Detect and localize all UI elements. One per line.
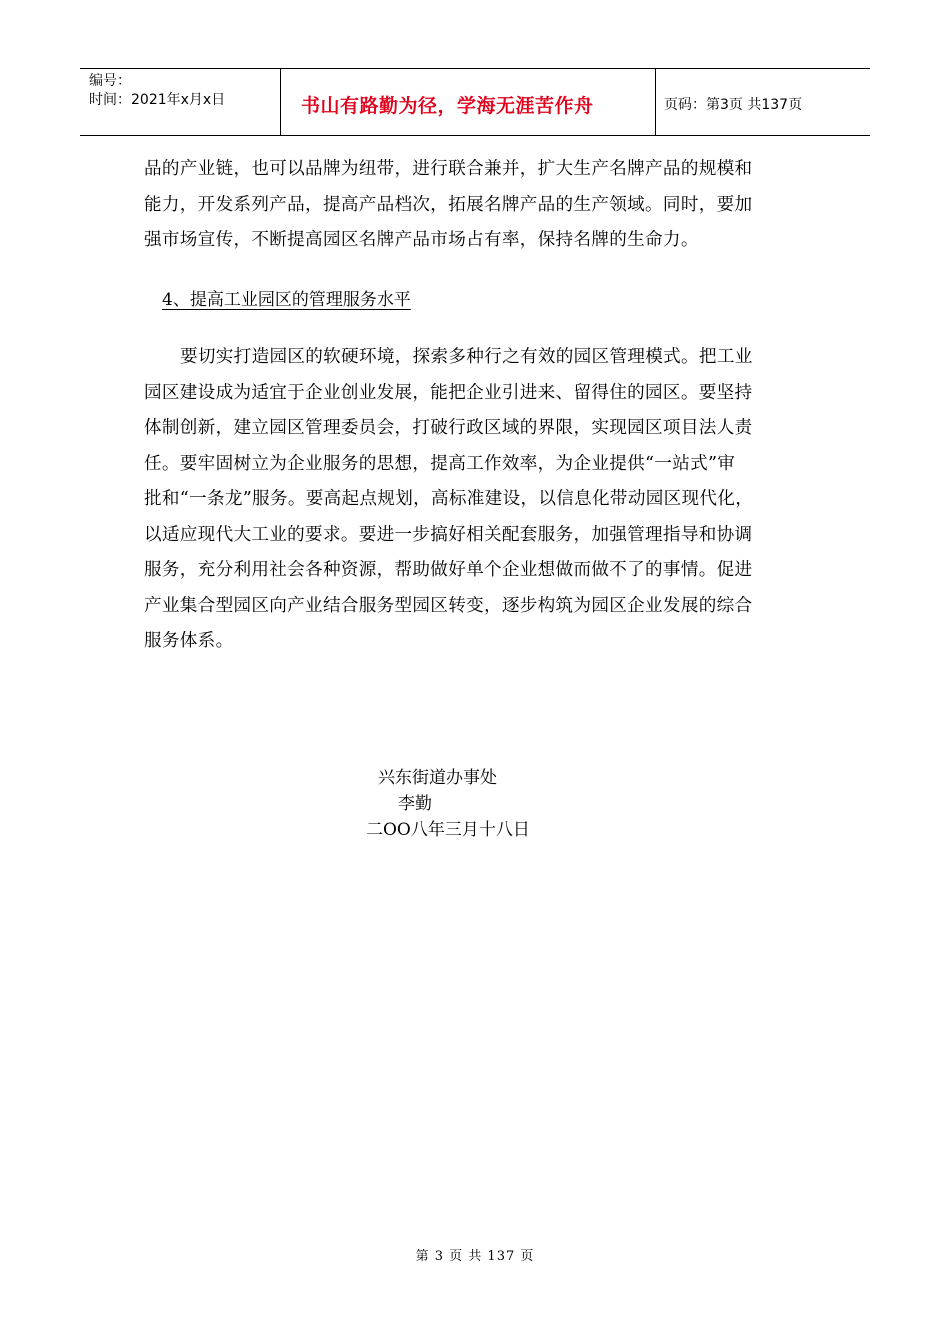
document-number-label: 编号： [89,73,131,89]
intro-paragraph [144,152,804,259]
header-motto-cell [281,69,656,135]
header-motto: 书山有路勤为径，学海无涯苦作舟 [301,94,594,117]
document-time-label: 时间：2021年x月x日 [89,92,226,108]
header-page-info: 页码：第3页 共137页 [664,97,803,113]
signature-name: 李勤 [398,794,432,814]
signature-date: 二OO八年三月十八日 [366,820,530,840]
body-line: 以适应现代大工业的要求。要进一步搞好相关配套服务，加强管理指导和协调 [144,524,753,545]
body-line: 要切实打造园区的软硬环境，探索多种行之有效的园区管理模式。把工业 [180,347,753,367]
intro-line-2: 能力，开发系列产品，提高产品档次，拓展名牌产品的生产领域。同时，要加 [144,194,753,215]
header-meta-cell [80,69,281,135]
signature-organization: 兴东街道办事处 [378,768,497,788]
page-header [80,68,870,136]
intro-line-3: 强市场宣传，不断提高园区名牌产品市场占有率，保持名牌的生命力。 [144,230,699,250]
section-heading: 4、提高工业园区的管理服务水平 [162,290,411,310]
intro-line-1: 品的产业链，也可以品牌为纽带，进行联合兼并，扩大生产名牌产品的规模和 [144,159,753,179]
body-line: 服务体系。 [144,631,234,651]
body-line: 批和“一条龙”服务。要高起点规划，高标准建设，以信息化带动园区现代化， [144,489,754,509]
body-paragraph [144,340,804,660]
header-page-cell [656,69,870,135]
body-line: 产业集合型园区向产业结合服务型园区转变，逐步构筑为园区企业发展的综合 [144,595,753,616]
body-line: 体制创新，建立园区管理委员会，打破行政区域的界限，实现园区项目法人责 [144,418,753,438]
body-line: 服务，充分利用社会各种资源，帮助做好单个企业想做而做不了的事情。促进 [144,560,753,580]
body-line: 任。要牢固树立为企业服务的思想，提高工作效率，为企业提供“一站式”审 [144,453,736,474]
page-footer: 第 3 页 共 137 页 [415,1249,535,1264]
body-line: 园区建设成为适宜于企业创业发展，能把企业引进来、留得住的园区。要坚持 [144,382,753,403]
